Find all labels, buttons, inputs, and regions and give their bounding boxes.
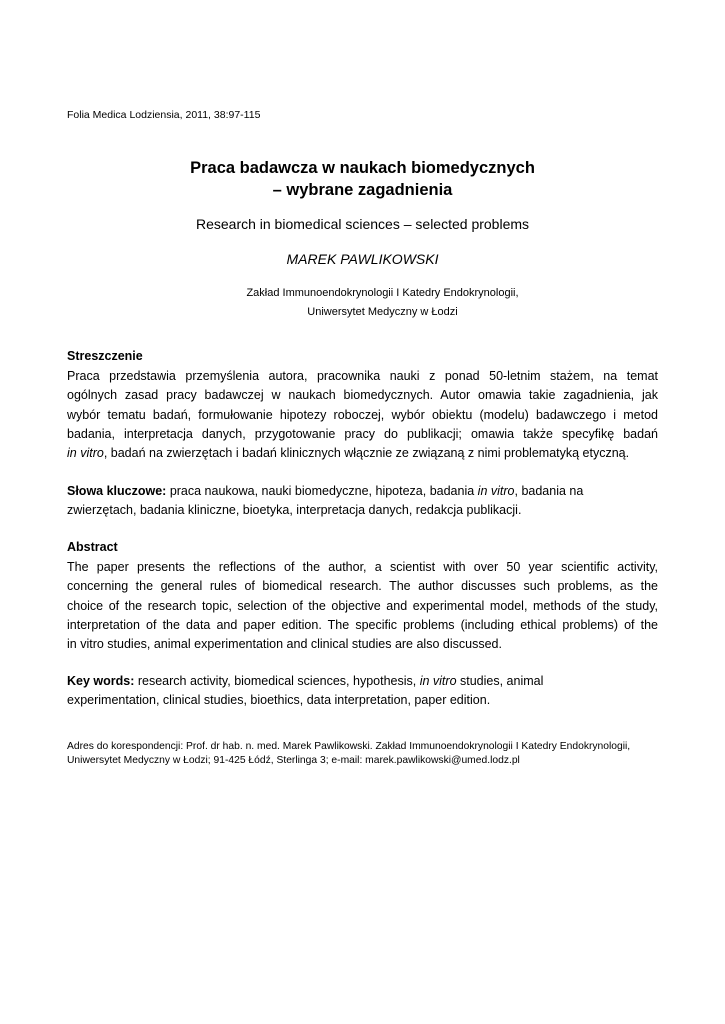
- key-words-text: studies, animal: [456, 674, 544, 688]
- abstract-line: concerning the general rules of biomedical research. The author discusses such problems, as the: [67, 579, 658, 594]
- in-vitro-italic: in vitro: [67, 446, 104, 461]
- abstract-line: choice of the research topic, selection of the objective and experimental model, methods of the study,: [67, 598, 658, 613]
- abstract-line: The paper presents the reflections of the author, a scientist with over 50 year scientific activity,: [67, 560, 658, 574]
- slowa-kluczowe-line-2: zwierzętach, badania kliniczne, bioetyka, interpretacja danych, redakcja publikacji.: [67, 503, 522, 518]
- journal-citation: Folia Medica Lodziensia, 2011, 38:97-115: [67, 109, 261, 121]
- key-words-text: research activity, biomedical sciences, hypothesis,: [134, 674, 420, 688]
- correspondence-line-2: Uniwersytet Medyczny w Łodzi; 91-425 Łódź, Sterlinga 3; e-mail: marek.pawlikowski@umed.lodz.pl: [67, 754, 520, 766]
- streszczenie-heading: Streszczenie: [67, 349, 143, 363]
- key-words-line-2: experimentation, clinical studies, bioethics, data interpretation, paper edition.: [67, 693, 491, 708]
- streszczenie-line-last: [67, 444, 658, 463]
- streszczenie-body: [67, 367, 658, 463]
- affiliation-line-2: Uniwersytet Medyczny w Łodzi: [307, 306, 458, 318]
- abstract-line: interpretation of the data and paper edition. The specific problems (including ethical problems) of the: [67, 617, 658, 632]
- streszczenie-line: wybór tematu badań, formułowanie hipotezy roboczej, wybór obiektu (modelu) badawczego i metod: [67, 407, 658, 422]
- author-name: MAREK PAWLIKOWSKI: [286, 251, 439, 267]
- correspondence-address: [67, 740, 667, 767]
- abstract-body: [67, 558, 658, 654]
- abstract-line-last: in vitro studies, animal experimentation and clinical studies are also discussed.: [67, 637, 502, 652]
- slowa-kluczowe-line-1: [67, 482, 658, 501]
- affiliation-line-1: Zakład Immunoendokrynologii I Katedry Endokrynologii,: [246, 287, 519, 299]
- in-vitro-italic: in vitro: [477, 484, 515, 498]
- in-vitro-italic: in vitro: [419, 674, 457, 688]
- title-english: Research in biomedical sciences – selected problems: [195, 216, 530, 232]
- title-polish-line-2: – wybrane zagadnienia: [272, 181, 453, 199]
- title-polish-line-1: Praca badawcza w naukach biomedycznych: [190, 159, 535, 177]
- slowa-kluczowe-text: praca naukowa, nauki biomedyczne, hipoteza, badania: [166, 484, 478, 498]
- streszczenie-line: ogólnych zasad pracy badawczej w naukach biomedycznych. Autor omawia takie zagadnienia, jak: [67, 388, 658, 403]
- abstract-heading: Abstract: [67, 540, 118, 554]
- streszczenie-last-rest: , badań na zwierzętach i badań klinicznych włącznie ze związaną z nimi problematyką etyczną.: [103, 446, 630, 461]
- streszczenie-line: badania, interpretacja danych, przygotowanie pracy do publikacji; omawia także specyfikę badań: [67, 426, 658, 441]
- slowa-kluczowe-label: Słowa kluczowe:: [67, 484, 167, 498]
- streszczenie-line: Praca przedstawia przemyślenia autora, pracownika nauki z ponad 50-letnim stażem, na temat: [67, 369, 658, 383]
- correspondence-line-1: Adres do korespondencji: Prof. dr hab. n. med. Marek Pawlikowski. Zakład Immunoendokrynologii I Katedry Endokrynologii,: [67, 741, 631, 752]
- key-words: [67, 672, 658, 711]
- slowa-kluczowe: [67, 482, 658, 521]
- key-words-label: Key words:: [67, 674, 135, 688]
- key-words-line-1: [67, 672, 658, 691]
- slowa-kluczowe-text: , badania na: [514, 484, 584, 498]
